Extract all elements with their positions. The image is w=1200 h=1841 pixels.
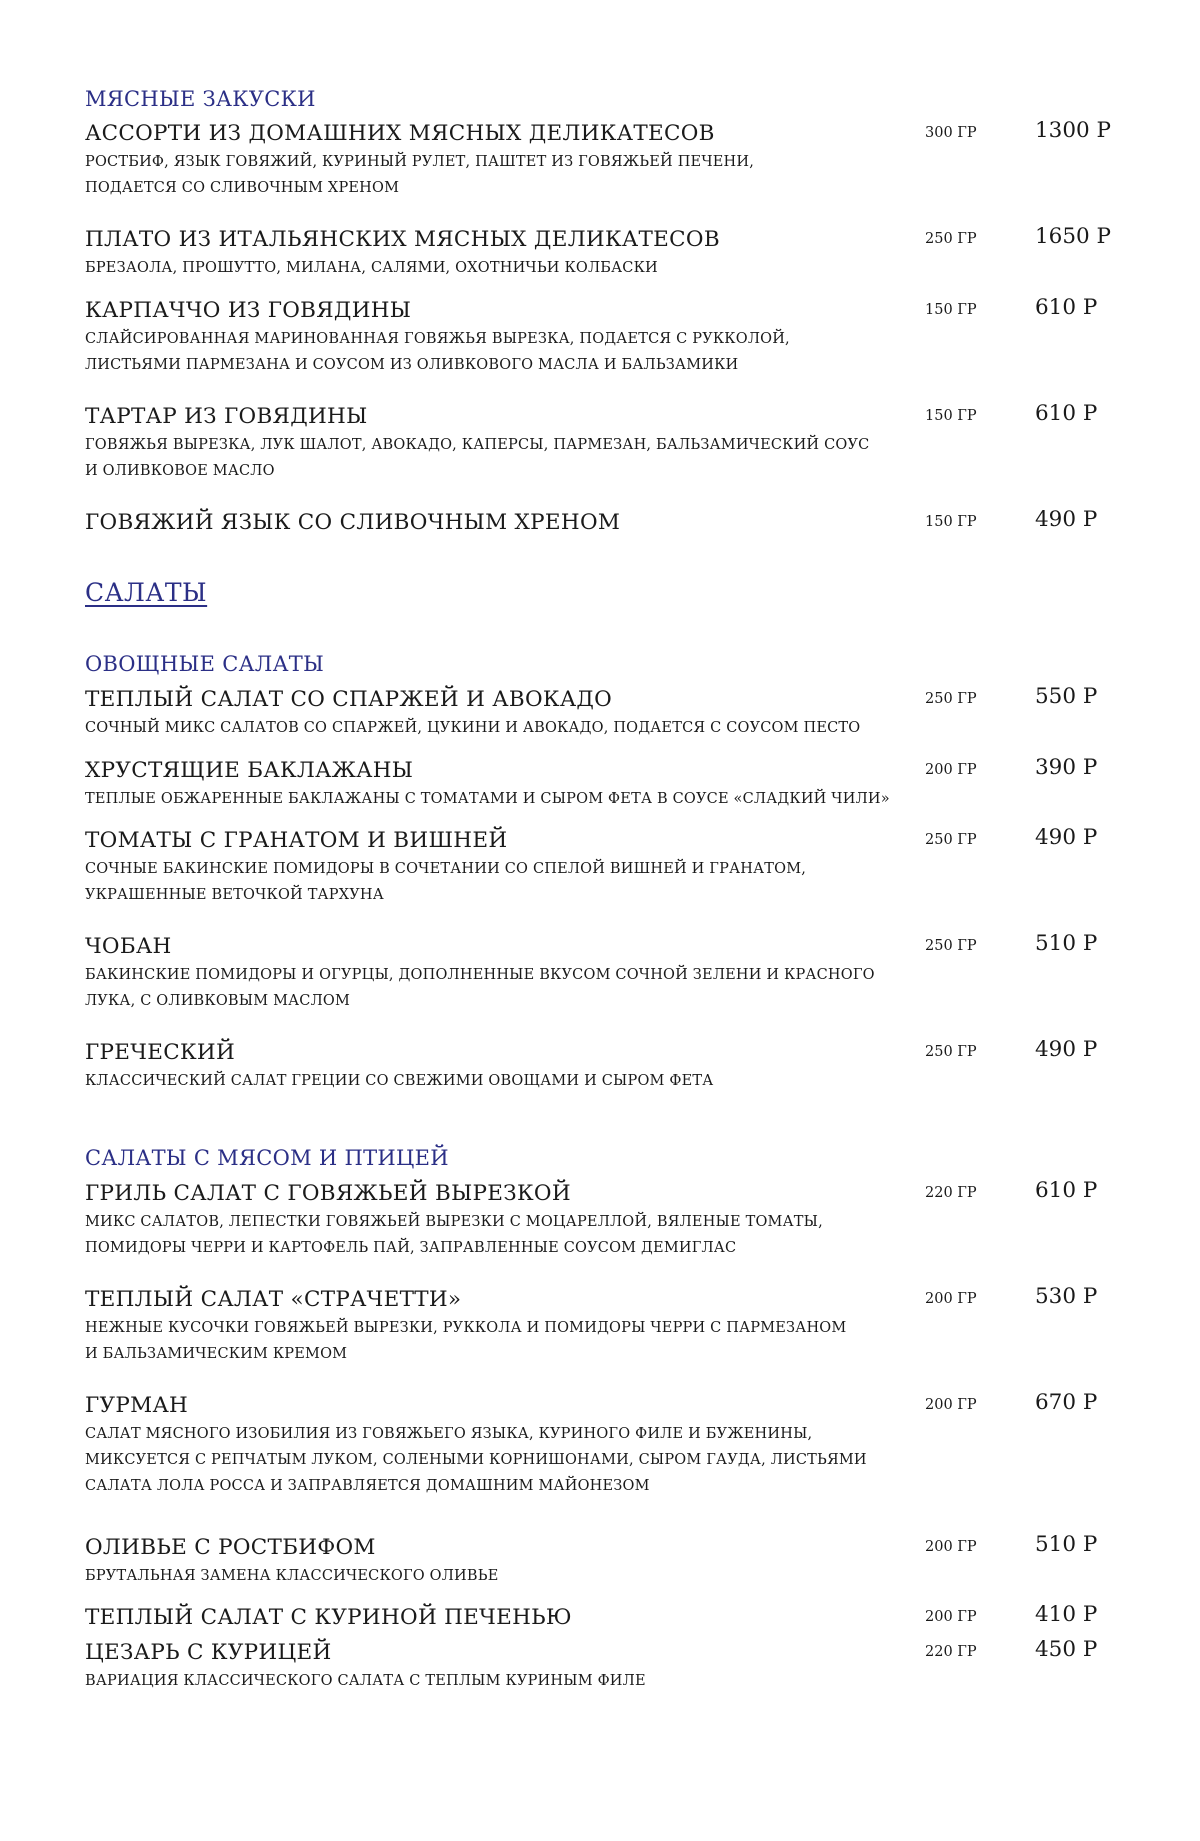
item-price: 670 Р bbox=[1035, 1390, 1098, 1415]
item-desc-line: СОЧНЫЙ МИКС САЛАТОВ СО СПАРЖЕЙ, ЦУКИНИ И АВОКАДО, ПОДАЕТСЯ С СОУСОМ ПЕСТО bbox=[85, 720, 861, 736]
item-price: 1650 Р bbox=[1035, 224, 1112, 249]
item-name: ТЕПЛЫЙ САЛАТ «СТРАЧЕТТИ» bbox=[85, 1287, 462, 1312]
item-desc-line: РОСТБИФ, ЯЗЫК ГОВЯЖИЙ, КУРИНЫЙ РУЛЕТ, ПАШТЕТ ИЗ ГОВЯЖЬЕЙ ПЕЧЕНИ, bbox=[85, 154, 755, 170]
item-desc-line: ПОДАЕТСЯ СО СЛИВОЧНЫМ ХРЕНОМ bbox=[85, 180, 400, 196]
item-weight: 200 ГР bbox=[925, 762, 977, 778]
item-weight: 300 ГР bbox=[925, 125, 977, 141]
item-name: ГОВЯЖИЙ ЯЗЫК СО СЛИВОЧНЫМ ХРЕНОМ bbox=[85, 510, 621, 535]
item-desc-line: НЕЖНЫЕ КУСОЧКИ ГОВЯЖЬЕЙ ВЫРЕЗКИ, РУККОЛА И ПОМИДОРЫ ЧЕРРИ С ПАРМЕЗАНОМ bbox=[85, 1320, 847, 1336]
item-desc-line: УКРАШЕННЫЕ ВЕТОЧКОЙ ТАРХУНА bbox=[85, 887, 384, 903]
item-name: ТАРТАР ИЗ ГОВЯДИНЫ bbox=[85, 404, 368, 429]
section-heading-meat-appetizers: МЯСНЫЕ ЗАКУСКИ bbox=[85, 87, 316, 111]
item-name: ОЛИВЬЕ С РОСТБИФОМ bbox=[85, 1535, 376, 1560]
item-desc-line: МИКС САЛАТОВ, ЛЕПЕСТКИ ГОВЯЖЬЕЙ ВЫРЕЗКИ С МОЦАРЕЛЛОЙ, ВЯЛЕНЫЕ ТОМАТЫ, bbox=[85, 1214, 823, 1230]
item-name: ТЕПЛЫЙ САЛАТ СО СПАРЖЕЙ И АВОКАДО bbox=[85, 687, 613, 712]
item-desc-line: ТЕПЛЫЕ ОБЖАРЕННЫЕ БАКЛАЖАНЫ С ТОМАТАМИ И СЫРОМ ФЕТА В СОУСЕ «СЛАДКИЙ ЧИЛИ» bbox=[85, 791, 890, 807]
item-name: ХРУСТЯЩИЕ БАКЛАЖАНЫ bbox=[85, 758, 414, 783]
item-name: ГРИЛЬ САЛАТ С ГОВЯЖЬЕЙ ВЫРЕЗКОЙ bbox=[85, 1181, 571, 1206]
main-heading-salads: САЛАТЫ bbox=[85, 578, 208, 607]
item-name: КАРПАЧЧО ИЗ ГОВЯДИНЫ bbox=[85, 298, 412, 323]
item-price: 610 Р bbox=[1035, 401, 1098, 426]
item-desc-line: ЛУКА, С ОЛИВКОВЫМ МАСЛОМ bbox=[85, 993, 351, 1009]
item-weight: 200 ГР bbox=[925, 1397, 977, 1413]
item-desc-line: ГОВЯЖЬЯ ВЫРЕЗКА, ЛУК ШАЛОТ, АВОКАДО, КАПЕРСЫ, ПАРМЕЗАН, БАЛЬЗАМИЧЕСКИЙ СОУС bbox=[85, 437, 870, 453]
item-name: ГУРМАН bbox=[85, 1393, 189, 1418]
item-name: ТЕПЛЫЙ САЛАТ С КУРИНОЙ ПЕЧЕНЬЮ bbox=[85, 1605, 572, 1630]
item-name: АССОРТИ ИЗ ДОМАШНИХ МЯСНЫХ ДЕЛИКАТЕСОВ bbox=[85, 121, 715, 146]
item-desc-line: СЛАЙСИРОВАННАЯ МАРИНОВАННАЯ ГОВЯЖЬЯ ВЫРЕЗКА, ПОДАЕТСЯ С РУККОЛОЙ, bbox=[85, 331, 790, 347]
item-desc-line: И ОЛИВКОВОЕ МАСЛО bbox=[85, 463, 275, 479]
item-desc-line: КЛАССИЧЕСКИЙ САЛАТ ГРЕЦИИ СО СВЕЖИМИ ОВОЩАМИ И СЫРОМ ФЕТА bbox=[85, 1073, 714, 1089]
item-name: ПЛАТО ИЗ ИТАЛЬЯНСКИХ МЯСНЫХ ДЕЛИКАТЕСОВ bbox=[85, 227, 720, 252]
item-price: 610 Р bbox=[1035, 1178, 1098, 1203]
item-price: 490 Р bbox=[1035, 507, 1098, 532]
item-weight: 220 ГР bbox=[925, 1644, 977, 1660]
section-heading-vegetable-salads: ОВОЩНЫЕ САЛАТЫ bbox=[85, 652, 325, 676]
item-desc-line: ВАРИАЦИЯ КЛАССИЧЕСКОГО САЛАТА С ТЕПЛЫМ КУРИНЫМ ФИЛЕ bbox=[85, 1673, 646, 1689]
item-weight: 220 ГР bbox=[925, 1185, 977, 1201]
item-price: 450 Р bbox=[1035, 1637, 1098, 1662]
item-weight: 250 ГР bbox=[925, 691, 977, 707]
item-desc-line: БРУТАЛЬНАЯ ЗАМЕНА КЛАССИЧЕСКОГО ОЛИВЬЕ bbox=[85, 1568, 499, 1584]
item-weight: 200 ГР bbox=[925, 1609, 977, 1625]
item-name: ЧОБАН bbox=[85, 934, 172, 959]
item-price: 390 Р bbox=[1035, 755, 1098, 780]
item-name: ТОМАТЫ С ГРАНАТОМ И ВИШНЕЙ bbox=[85, 828, 508, 853]
item-desc-line: МИКСУЕТСЯ С РЕПЧАТЫМ ЛУКОМ, СОЛЕНЫМИ КОРНИШОНАМИ, СЫРОМ ГАУДА, ЛИСТЬЯМИ bbox=[85, 1452, 867, 1468]
item-price: 490 Р bbox=[1035, 825, 1098, 850]
item-desc-line: ЛИСТЬЯМИ ПАРМЕЗАНА И СОУСОМ ИЗ ОЛИВКОВОГО МАСЛА И БАЛЬЗАМИКИ bbox=[85, 357, 739, 373]
item-desc-line: САЛАТА ЛОЛА РОССА И ЗАПРАВЛЯЕТСЯ ДОМАШНИМ МАЙОНЕЗОМ bbox=[85, 1478, 650, 1494]
item-weight: 150 ГР bbox=[925, 514, 977, 530]
item-desc-line: ПОМИДОРЫ ЧЕРРИ И КАРТОФЕЛЬ ПАЙ, ЗАПРАВЛЕННЫЕ СОУСОМ ДЕМИГЛАС bbox=[85, 1240, 737, 1256]
item-weight: 200 ГР bbox=[925, 1539, 977, 1555]
item-price: 490 Р bbox=[1035, 1037, 1098, 1062]
item-weight: 200 ГР bbox=[925, 1291, 977, 1307]
item-weight: 250 ГР bbox=[925, 832, 977, 848]
item-price: 410 Р bbox=[1035, 1602, 1098, 1627]
item-price: 530 Р bbox=[1035, 1284, 1098, 1309]
item-desc-line: САЛАТ МЯСНОГО ИЗОБИЛИЯ ИЗ ГОВЯЖЬЕГО ЯЗЫКА, КУРИНОГО ФИЛЕ И БУЖЕНИНЫ, bbox=[85, 1426, 813, 1442]
item-weight: 250 ГР bbox=[925, 938, 977, 954]
item-price: 610 Р bbox=[1035, 295, 1098, 320]
item-price: 510 Р bbox=[1035, 931, 1098, 956]
section-heading-meat-poultry-salads: САЛАТЫ С МЯСОМ И ПТИЦЕЙ bbox=[85, 1146, 449, 1170]
item-weight: 250 ГР bbox=[925, 1044, 977, 1060]
item-weight: 250 ГР bbox=[925, 231, 977, 247]
item-name: ГРЕЧЕСКИЙ bbox=[85, 1040, 235, 1065]
item-price: 510 Р bbox=[1035, 1532, 1098, 1557]
item-name: ЦЕЗАРЬ С КУРИЦЕЙ bbox=[85, 1640, 332, 1665]
item-price: 1300 Р bbox=[1035, 118, 1112, 143]
item-desc-line: БРЕЗАОЛА, ПРОШУТТО, МИЛАНА, САЛЯМИ, ОХОТНИЧЬИ КОЛБАСКИ bbox=[85, 260, 658, 276]
item-price: 550 Р bbox=[1035, 684, 1098, 709]
item-weight: 150 ГР bbox=[925, 408, 977, 424]
item-weight: 150 ГР bbox=[925, 302, 977, 318]
item-desc-line: И БАЛЬЗАМИЧЕСКИМ КРЕМОМ bbox=[85, 1346, 348, 1362]
item-desc-line: БАКИНСКИЕ ПОМИДОРЫ И ОГУРЦЫ, ДОПОЛНЕННЫЕ ВКУСОМ СОЧНОЙ ЗЕЛЕНИ И КРАСНОГО bbox=[85, 967, 875, 983]
item-desc-line: СОЧНЫЕ БАКИНСКИЕ ПОМИДОРЫ В СОЧЕТАНИИ СО СПЕЛОЙ ВИШНЕЙ И ГРАНАТОМ, bbox=[85, 861, 807, 877]
